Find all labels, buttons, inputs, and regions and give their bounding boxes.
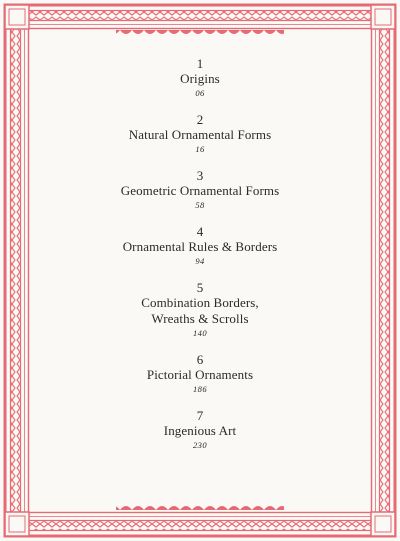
chapter-title: Geometric Ornamental Forms [120,183,280,198]
chapter-number: 1 [196,56,204,71]
chapter-number: 2 [196,112,204,127]
chapter-title: Origins [180,71,220,86]
contents-entry-6[interactable] [40,352,360,396]
chapter-title: Ornamental Rules & Borders [122,239,278,254]
chapter-page-number: 06 [195,88,205,98]
chapter-title: Ingenious Art [163,423,237,438]
contents-entry-4[interactable] [40,224,360,268]
chapter-page-number: 140 [193,328,207,338]
chapter-number: 4 [196,224,204,239]
chapter-page-number: 186 [193,384,207,394]
chapter-page-number: 94 [195,256,205,266]
chapter-title: Natural Ornamental Forms [128,127,272,142]
chapter-title: Pictorial Ornaments [146,367,254,382]
chapter-number: 5 [196,280,204,295]
chapter-number: 3 [196,168,204,183]
chapter-page-number: 230 [193,440,207,450]
contents-entry-1[interactable] [40,56,360,100]
chapter-number: 7 [196,408,204,423]
chapter-title-line-2: Wreaths & Scrolls [151,311,249,326]
contents-entry-7[interactable] [40,408,360,452]
chapter-page-number: 58 [195,200,205,210]
chapter-number: 6 [196,352,204,367]
chapter-title-line-1: Combination Borders, [141,295,259,310]
contents-entry-2[interactable] [40,112,360,156]
contents-entry-3[interactable] [40,168,360,212]
contents-entry-5[interactable] [40,280,360,340]
chapter-page-number: 16 [195,144,205,154]
